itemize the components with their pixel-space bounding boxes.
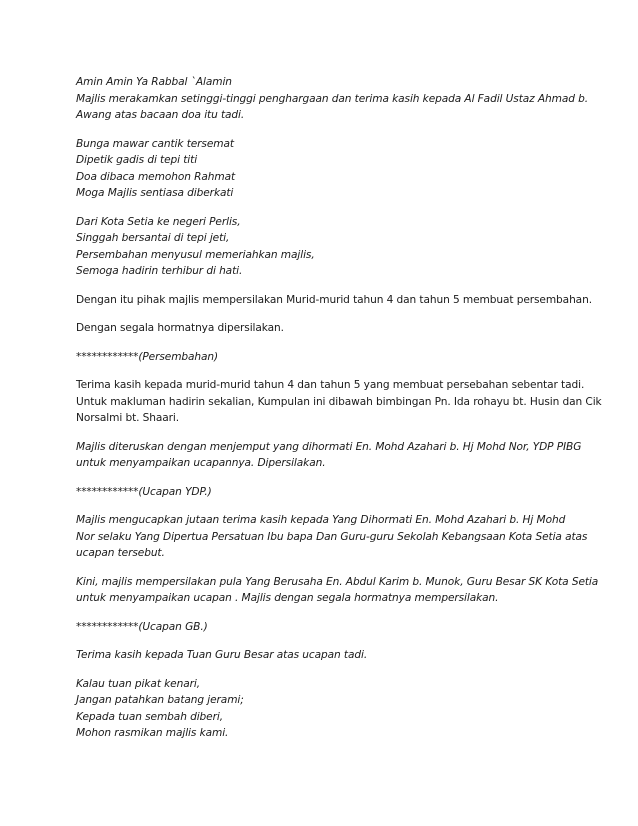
paragraph-doa-closing (76, 74, 589, 124)
text-line: Amin Amin Ya Rabbal `Alamin (76, 76, 232, 88)
paragraph-dipersilakan (76, 320, 576, 337)
text-line: Dipetik gadis di tepi titi (76, 154, 198, 166)
text-line: ************(Ucapan GB.) (76, 620, 208, 633)
text-line: Kepada tuan sembah diberi, (76, 710, 223, 723)
paragraph-thanks-performance (76, 377, 602, 427)
pantun-kota-setia (76, 214, 576, 280)
text-line: ************(Ucapan YDP.) (76, 485, 212, 498)
text-line: Majlis mengucapkan jutaan terima kasih kepada Yang Dihormati En. Mohd Azahari b. Hj Mohd (76, 514, 566, 526)
text-line: untuk menyampaikan ucapannya. Dipersilakan. (76, 457, 326, 469)
paragraph-thanks-gb (76, 647, 576, 664)
document-body (76, 74, 602, 754)
text-line: Moga Majlis sentiasa diberkati (76, 187, 234, 199)
stage-cue-ucapan-gb (76, 619, 576, 636)
text-line: Persembahan menyusul memeriahkan majlis, (76, 248, 315, 261)
stage-cue-ucapan-ydp (76, 484, 576, 501)
text-line: Majlis diteruskan dengan menjemput yang dihormati En. Mohd Azahari b. Hj Mohd Nor, YDP PIBG (76, 440, 582, 453)
text-line: Jangan patahkan batang jerami; (76, 694, 244, 706)
text-line: Majlis merakamkan setinggi-tinggi penghargaan dan terima kasih kepada Al Fadil Ustaz Ahmad b. (76, 92, 589, 105)
text-line: Terima kasih kepada Tuan Guru Besar atas ucapan tadi. (76, 649, 368, 661)
text-line: Kalau tuan pikat kenari, (76, 677, 200, 690)
stage-cue-persembahan (76, 349, 576, 366)
text-line: Doa dibaca memohon Rahmat (76, 170, 236, 183)
text-line: Norsalmi bt. Shaari. (76, 412, 180, 424)
paragraph-invite-gb (76, 574, 599, 607)
text-line: Mohon rasmikan majlis kami. (76, 727, 229, 739)
text-line: Semoga hadirin terhibur di hati. (76, 265, 243, 277)
paragraph-invite-performance (76, 292, 592, 309)
text-line: Dengan itu pihak majlis mempersilakan Murid-murid tahun 4 dan tahun 5 membuat persembahan. (76, 293, 592, 306)
text-line: Awang atas bacaan doa itu tadi. (76, 109, 245, 121)
text-line: Nor selaku Yang Dipertua Persatuan Ibu bapa Dan Guru-guru Sekolah Kebangsaan Kota Setia atas (76, 530, 588, 543)
text-line: Singgah bersantai di tepi jeti, (76, 232, 230, 244)
text-line: Dengan segala hormatnya dipersilakan. (76, 322, 284, 334)
text-line: Terima kasih kepada murid-murid tahun 4 dan tahun 5 yang membuat persebahan sebentar tadi. (76, 379, 585, 391)
pantun-bunga-mawar (76, 136, 576, 202)
text-line: ************(Persembahan) (76, 350, 219, 363)
text-line: Dari Kota Setia ke negeri Perlis, (76, 215, 241, 228)
paragraph-thanks-ydp (76, 512, 588, 562)
text-line: Kini, majlis mempersilakan pula Yang Berusaha En. Abdul Karim b. Munok, Guru Besar SK Kota Setia (76, 575, 599, 588)
text-line: Untuk makluman hadirin sekalian, Kumpulan ini dibawah bimbingan Pn. Ida rohayu bt. Husin dan Cik (76, 395, 602, 408)
text-line: untuk menyampaikan ucapan . Majlis dengan segala hormatnya mempersilakan. (76, 592, 499, 604)
pantun-kenari (76, 676, 576, 742)
text-line: ucapan tersebut. (76, 547, 165, 559)
text-line: Bunga mawar cantik tersemat (76, 137, 234, 150)
paragraph-invite-ydp (76, 439, 582, 472)
